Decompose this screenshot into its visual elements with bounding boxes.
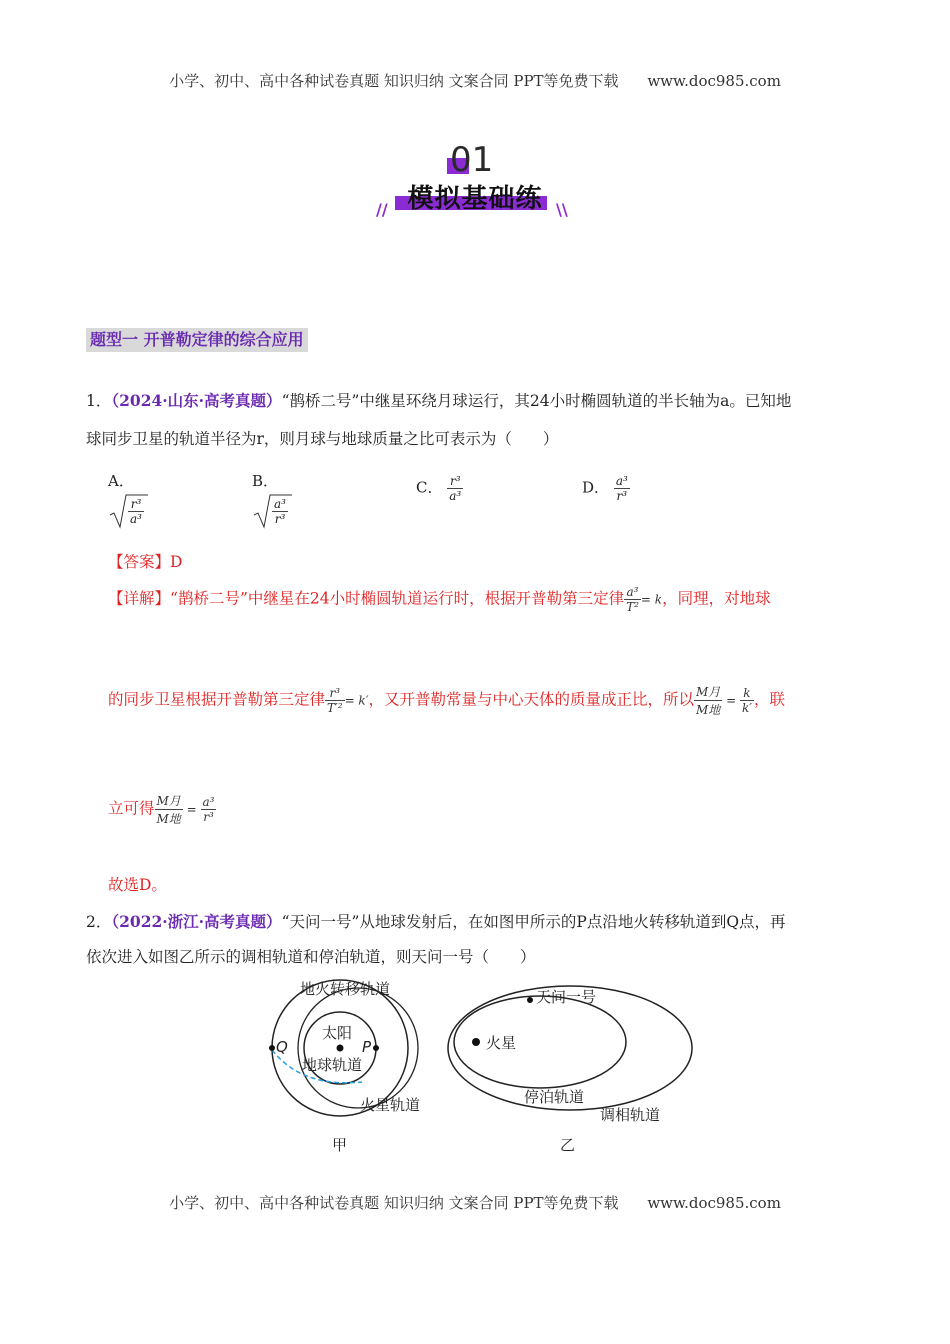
formula-rhs-numerator: k bbox=[740, 686, 754, 701]
right-slash-decoration: \\ bbox=[556, 200, 568, 219]
figure-jia-label: 甲 bbox=[332, 1136, 348, 1154]
option-label: A． bbox=[108, 472, 134, 490]
parking-orbit-label: 停泊轨道 bbox=[524, 1088, 585, 1106]
mars-orbit-label: 火星轨道 bbox=[360, 1096, 421, 1114]
page-footer bbox=[0, 1192, 950, 1213]
formula-rhs: = k′ bbox=[344, 693, 369, 708]
p-point-dot bbox=[373, 1045, 379, 1051]
detail-text: ，又开普勒常量与中心天体的质量成正比，所以 bbox=[368, 690, 694, 709]
q2-text-line2: 依次进入如图乙所示的调相轨道和停泊轨道，则天问一号（ ） bbox=[86, 948, 536, 966]
option-denominator: r³ bbox=[616, 489, 628, 503]
q1-answer: 【答案】D bbox=[108, 553, 183, 571]
mars-label: 火星 bbox=[486, 1034, 517, 1052]
q1-number: 1． bbox=[86, 392, 112, 410]
earth-orbit-label: 地球轨道 bbox=[302, 1056, 363, 1074]
header-site-link[interactable]: www.doc985.com bbox=[647, 72, 781, 90]
header-text: 小学、初中、高中各种试卷真题 知识归纳 文案合同 PPT等免费下载 bbox=[169, 72, 619, 90]
option-label: C． bbox=[416, 478, 443, 497]
option-numerator: r³ bbox=[447, 474, 463, 489]
formula-rhs-denominator: r³ bbox=[203, 810, 214, 824]
detail-tag: 【详解】 bbox=[108, 589, 171, 608]
option-denominator: a³ bbox=[449, 489, 462, 503]
q1-option-d[interactable] bbox=[582, 474, 630, 503]
q2-source: （2022·浙江·高考真题） bbox=[111, 912, 282, 931]
q1-source: （2024·山东·高考真题） bbox=[111, 391, 282, 410]
formula-numerator: a³ bbox=[624, 585, 641, 600]
sun-dot bbox=[337, 1045, 344, 1052]
mars-dot bbox=[472, 1038, 480, 1046]
q1-option-b[interactable] bbox=[252, 470, 319, 531]
formula-denominator: T² bbox=[626, 600, 639, 614]
formula-denominator: T′² bbox=[327, 701, 343, 715]
detail-text: ，同理，对地球 bbox=[662, 589, 771, 608]
detail-text: ，联 bbox=[753, 690, 785, 709]
formula-rhs-denominator: k′ bbox=[741, 701, 752, 715]
q1-detail-line1 bbox=[108, 585, 771, 614]
transfer-orbit-label: 地火转移轨道 bbox=[300, 980, 391, 998]
figure-yi bbox=[440, 978, 700, 1158]
detail-text: 的同步卫星根据开普勒第三定律 bbox=[108, 690, 326, 709]
option-label: B． bbox=[252, 472, 279, 490]
footer-site-link[interactable]: www.doc985.com bbox=[647, 1194, 781, 1212]
q1-line1 bbox=[86, 389, 791, 411]
option-denominator: r³ bbox=[274, 511, 286, 526]
q1-detail-line2: 的同步卫星根据开普勒第三定律 $\frac{\text{r³}}{\text{T′²}}$ = k′，又开普勒常量与中心天体的质量成正比，所以 $\frac{\text{M月}}{\text{M地}}$ = $\frac{k}{k'}$ ，联 bbox=[108, 685, 785, 717]
formula-denominator: M地 bbox=[156, 812, 181, 826]
formula-numerator: M月 bbox=[695, 685, 721, 699]
figure-yi-label: 乙 bbox=[560, 1136, 576, 1154]
q2-text-line1: “天问一号”从地球发射后，在如图甲所示的P点沿地火转移轨道到Q点，再 bbox=[281, 913, 786, 931]
q1-option-c[interactable] bbox=[416, 474, 463, 503]
q1-detail-line3: 立可得 $\frac{\text{M月}}{\text{M地}}$ = $\frac{\text{a³}}{\text{r³}}$ bbox=[108, 794, 215, 826]
transfer-orbit bbox=[298, 988, 418, 1108]
formula-rhs-numerator: a³ bbox=[202, 795, 215, 809]
section-number: 01 bbox=[450, 140, 494, 180]
formula-rhs: = k bbox=[640, 592, 663, 607]
p-label: P bbox=[362, 1038, 372, 1056]
formula-numerator: r³ bbox=[325, 686, 345, 701]
detail-text: 立可得 bbox=[108, 799, 155, 818]
section-title: 模拟基础练 bbox=[407, 184, 543, 214]
q1-text-line1: “鹊桥二号”中继星环绕月球运行，其24小时椭圆轨道的半长轴为a。已知地 bbox=[281, 392, 792, 410]
spacecraft-dot bbox=[527, 997, 533, 1003]
detail-text: “鹊桥二号”中继星在24小时椭圆轨道运行时，根据开普勒第三定律 bbox=[170, 589, 625, 608]
figure-jia bbox=[262, 978, 432, 1158]
q1-text-line2: 球同步卫星的轨道半径为r，则月球与地球质量之比可表示为（ ） bbox=[86, 430, 559, 448]
page-header bbox=[0, 70, 950, 91]
q2-number: 2． bbox=[86, 913, 112, 931]
spacecraft-label: 天问一号 bbox=[536, 988, 597, 1006]
formula-denominator: M地 bbox=[695, 703, 721, 717]
option-numerator: a³ bbox=[274, 496, 286, 511]
option-label: D． bbox=[582, 478, 610, 497]
option-numerator: a³ bbox=[615, 474, 628, 488]
q2-line1 bbox=[86, 910, 786, 932]
q-point-dot bbox=[269, 1045, 275, 1051]
formula-numerator: M月 bbox=[156, 794, 181, 808]
footer-text: 小学、初中、高中各种试卷真题 知识归纳 文案合同 PPT等免费下载 bbox=[169, 1194, 619, 1212]
q1-option-a[interactable] bbox=[108, 470, 175, 531]
type-heading: 题型一 开普勒定律的综合应用 bbox=[86, 328, 308, 352]
q1-conclusion: 故选D。 bbox=[108, 876, 167, 894]
left-slash-decoration: // bbox=[376, 200, 388, 219]
q-label: Q bbox=[276, 1038, 288, 1056]
option-numerator: r³ bbox=[128, 497, 144, 512]
option-denominator: a³ bbox=[130, 511, 142, 526]
sun-label: 太阳 bbox=[322, 1024, 353, 1042]
phasing-orbit-label: 调相轨道 bbox=[600, 1106, 661, 1124]
